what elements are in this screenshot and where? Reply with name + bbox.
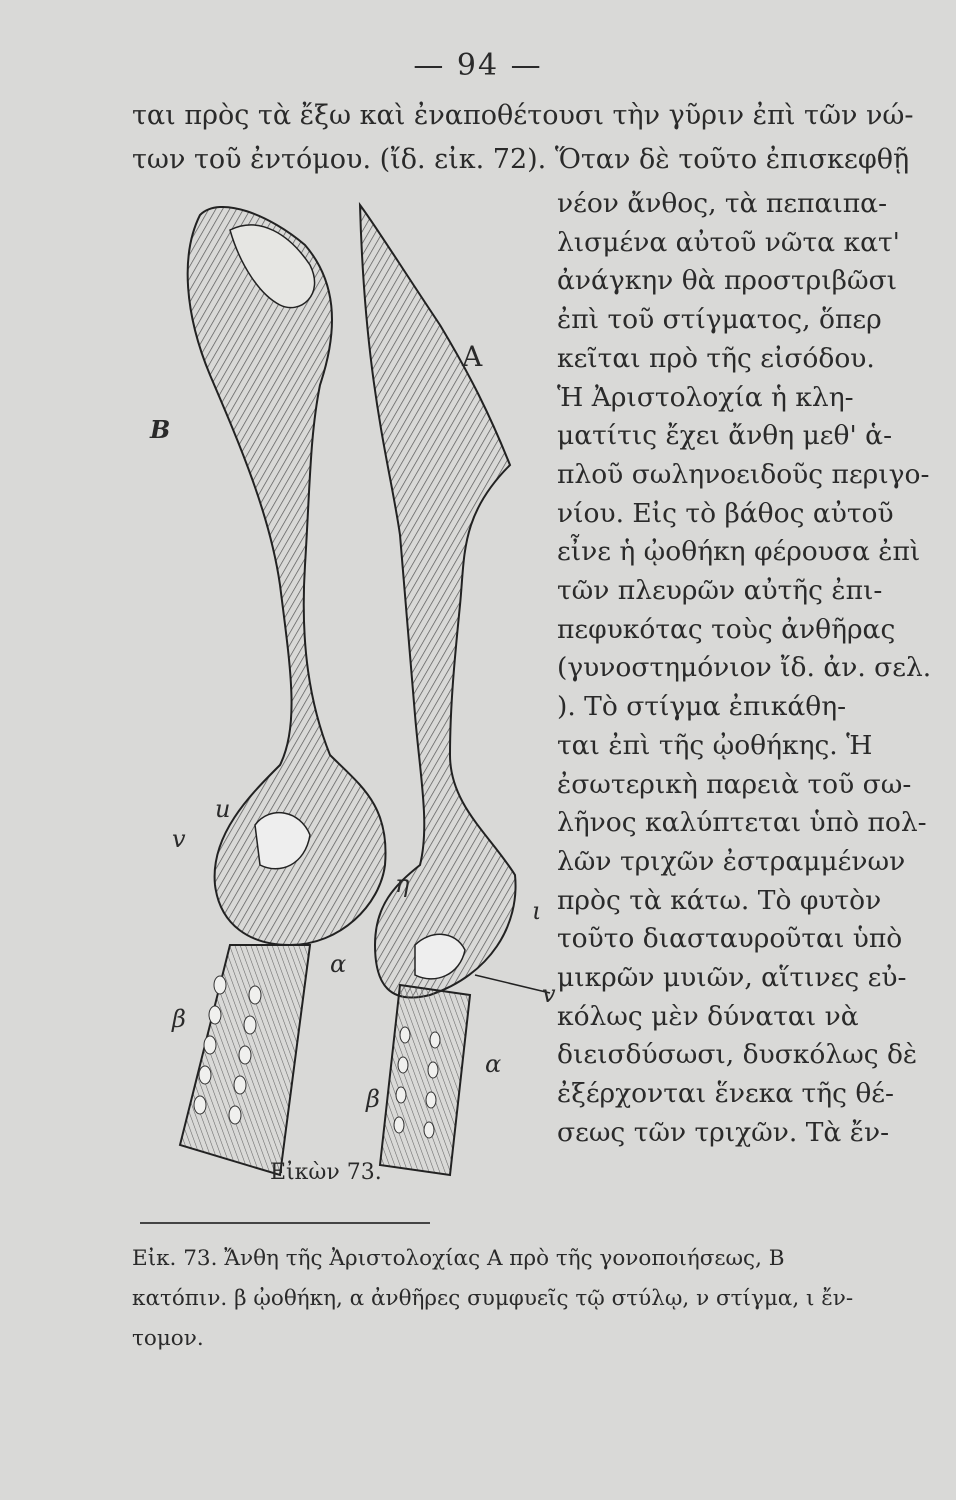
column-line: σεως τῶν τριχῶν. Τὰ ἔν-: [557, 1116, 890, 1148]
column-line: κόλως μὲν δύναται νὰ: [557, 1000, 859, 1032]
column-line: μικρῶν μυιῶν, αἵτινες εὐ-: [557, 962, 907, 993]
caption-line-3: τομον.: [132, 1326, 204, 1351]
column-line: τῶν πλευρῶν αὐτῆς ἐπι-: [557, 575, 883, 606]
column-line: ). Τὸ στίγμα ἐπικάθη-: [557, 691, 847, 723]
column-line: λῆνος καλύπτεται ὑπὸ πολ-: [557, 807, 927, 839]
column-line: ἀνάγκην θὰ προστριβῶσι: [557, 265, 898, 297]
label-a: A: [462, 340, 483, 373]
column-line: νίου. Εἰς τὸ βάθος αὐτοῦ: [557, 497, 894, 529]
column-line: ματίτις ἔχει ἄνθη μεθ' ἁ-: [557, 420, 893, 452]
column-line: τοῦτο διασταυροῦται ὑπὸ: [557, 923, 903, 955]
label-u: u: [215, 795, 231, 823]
label-b: B: [150, 415, 171, 444]
figure-73: [150, 185, 560, 1185]
column-line: ται ἐπὶ τῆς ᾠοθήκης. Ἡ: [557, 729, 873, 761]
flower-a: [360, 205, 550, 1175]
caption-line-1: Εἰκ. 73. Ἄνθη τῆς Ἀριστολοχίας Α πρὸ τῆς γονοποιήσεως, Β: [132, 1246, 785, 1271]
flower-b: [180, 207, 386, 1175]
column-line: ἐξέρχονται ἕνεκα τῆς θέ-: [557, 1078, 894, 1110]
label-beta-right: β: [366, 1085, 380, 1113]
label-v-left: v: [172, 825, 186, 853]
top-line-2: των τοῦ ἐντόμου. (ἴδ. εἰκ. 72). Ὅταν δὲ τοῦτο ἐπισκεφθῇ: [132, 144, 910, 175]
page-number: — 94 —: [413, 48, 543, 83]
column-line: πλοῦ σωληνοειδοῦς περιγο-: [557, 458, 930, 490]
figure-number: Εἰκὼν 73.: [270, 1160, 382, 1185]
caption-line-2: κατόπιν. β ᾠοθήκη, α ἀνθῆρες συμφυεῖς τῷ στύλῳ, ν στίγμα, ι ἔν-: [132, 1286, 854, 1311]
column-line: νέον ἄνθος, τὰ πεπαιπα-: [557, 188, 888, 219]
column-line: πρὸς τὰ κάτω. Τὸ φυτὸν: [557, 884, 882, 916]
top-line-1: ται πρὸς τὰ ἔξω καὶ ἐναποθέτουσι τὴν γῦριν ἐπὶ τῶν νώ-: [132, 100, 914, 131]
column-line: Ἡ Ἀριστολοχία ἡ κλη-: [557, 381, 854, 413]
label-iota: ι: [532, 897, 542, 925]
column-line: λῶν τριχῶν ἐστραμμένων: [557, 845, 906, 877]
label-eta: η: [395, 870, 410, 898]
column-line: ἐσωτερικὴ παρειὰ τοῦ σω-: [557, 768, 912, 800]
column-line: ἐπὶ τοῦ στίγματος, ὅπερ: [557, 304, 882, 336]
column-line: διεισδύσωσι, δυσκόλως δὲ: [557, 1039, 918, 1071]
column-line: εἶνε ἡ ᾠοθήκη φέρουσα ἐπὶ: [557, 536, 921, 568]
column-line: κεῖται πρὸ τῆς εἰσόδου.: [557, 342, 875, 374]
label-beta-left: β: [172, 1005, 186, 1033]
column-line: (γυνοστημόνιον ἴδ. ἀν. σελ.: [557, 652, 932, 684]
label-alpha-left: α: [330, 950, 347, 978]
label-alpha-right: α: [485, 1050, 502, 1078]
aristolochia-illustration: [160, 185, 560, 1185]
column-line: πεφυκότας τοὺς ἀνθῆρας: [557, 613, 896, 645]
label-v-right: v: [542, 980, 556, 1008]
caption-divider: [140, 1222, 430, 1224]
column-line: λισμένα αὐτοῦ νῶτα κατ': [557, 226, 900, 258]
